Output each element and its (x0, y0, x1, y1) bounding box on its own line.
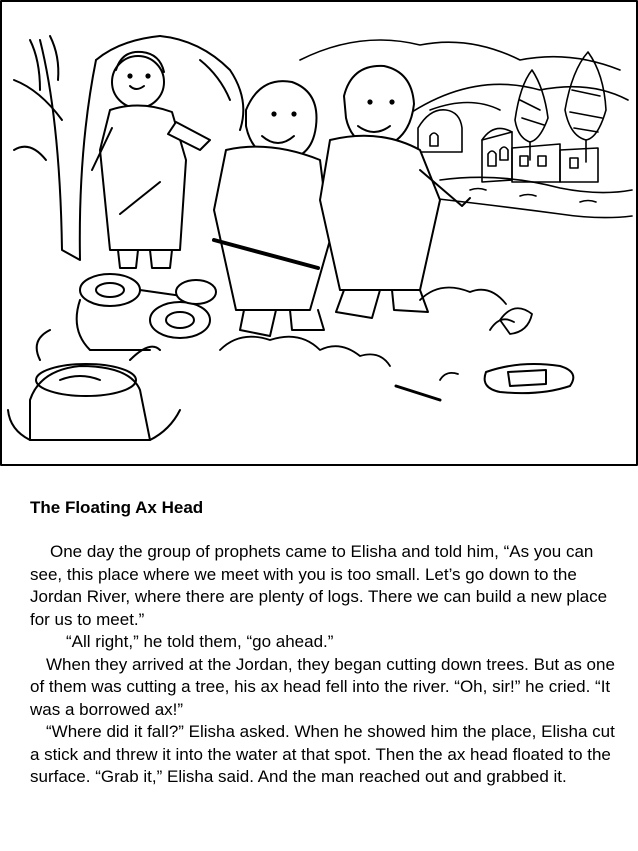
story-title: The Floating Ax Head (30, 498, 204, 517)
story-paragraph: “Where did it fall?” Elisha asked. When he showed him the place, Elisha cut a stick and threw it into the water at that spot. Then the ax head floated to the surface. “Grab it,” Elisha said. And the man reached out and grabbed it. (30, 722, 615, 786)
scroll-on-ground (485, 364, 574, 393)
story-paragraph: “All right,” he told them, “go ahead.” (66, 632, 334, 651)
story-body (30, 541, 620, 789)
story-paragraph: One day the group of prophets came to Elisha and told him, “As you can see, this place where we meet with you is too small. Let’s go down to the Jordan River, where there are plenty of logs. There we can build a new place for us to meet.” (30, 542, 608, 629)
story-paragraph: When they arrived at the Jordan, they began cutting down trees. But as one of them was cutting a tree, his ax head fell into the river. “Oh, sir!” he cried. “It was a borrowed ax!” (30, 654, 615, 719)
